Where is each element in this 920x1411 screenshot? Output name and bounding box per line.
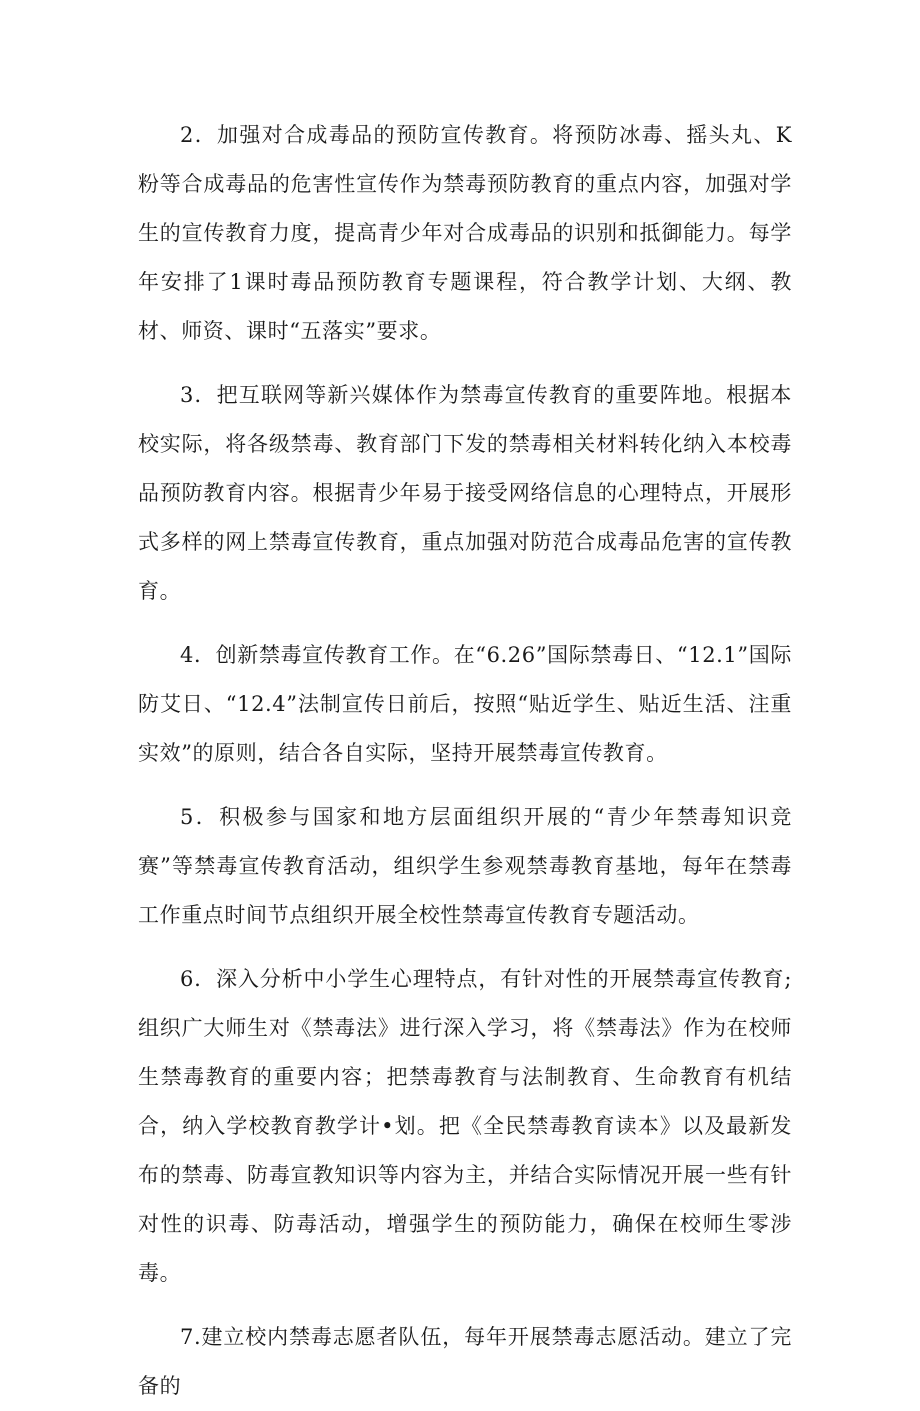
- document-body: [138, 111, 792, 1411]
- paragraph-item-5: 5．积极参与国家和地方层面组织开展的“青少年禁毒知识竞赛”等禁毒宣传教育活动，组织学生参观禁毒教育基地，每年在禁毒工作重点时间节点组织开展全校性禁毒宣传教育专题活动。: [138, 805, 792, 927]
- paragraph-item-4: 4．创新禁毒宣传教育工作。在“6.26”国际禁毒日、“12.1”国际防艾日、“12.4”法制宣传日前后，按照“贴近学生、贴近生活、注重实效”的原则，结合各自实际，坚持开展禁毒宣传教育。: [138, 643, 792, 765]
- paragraph-item-3: 3．把互联网等新兴媒体作为禁毒宣传教育的重要阵地。根据本校实际，将各级禁毒、教育部门下发的禁毒相关材料转化纳入本校毒品预防教育内容。根据青少年易于接受网络信息的心理特点，开展形式多样的网上禁毒宣传教育，重点加强对防范合成毒品危害的宣传教育。: [138, 383, 792, 603]
- paragraph-item-6: 6．深入分析中小学生心理特点，有针对性的开展禁毒宣传教育;组织广大师生对《禁毒法》进行深入学习，将《禁毒法》作为在校师生禁毒教育的重要内容；把禁毒教育与法制教育、生命教育有机结合，纳入学校教育教学计•划。把《全民禁毒教育读本》以及最新发布的禁毒、防毒宣教知识等内容为主，并结合实际情况开展一些有针对性的识毒、防毒活动，增强学生的预防能力，确保在校师生零涉毒。: [138, 967, 792, 1285]
- paragraph-item-7: 7.建立校内禁毒志愿者队伍，每年开展禁毒志愿活动。建立了完备的: [138, 1325, 792, 1398]
- paragraph-item-2: 2．加强对合成毒品的预防宣传教育。将预防冰毒、摇头丸、K粉等合成毒品的危害性宣传作为禁毒预防教育的重点内容，加强对学生的宣传教育力度，提高青少年对合成毒品的识别和抵御能力。每学年安排了1课时毒品预防教育专题课程，符合教学计划、大纲、教材、师资、课时“五落实”要求。: [138, 123, 792, 343]
